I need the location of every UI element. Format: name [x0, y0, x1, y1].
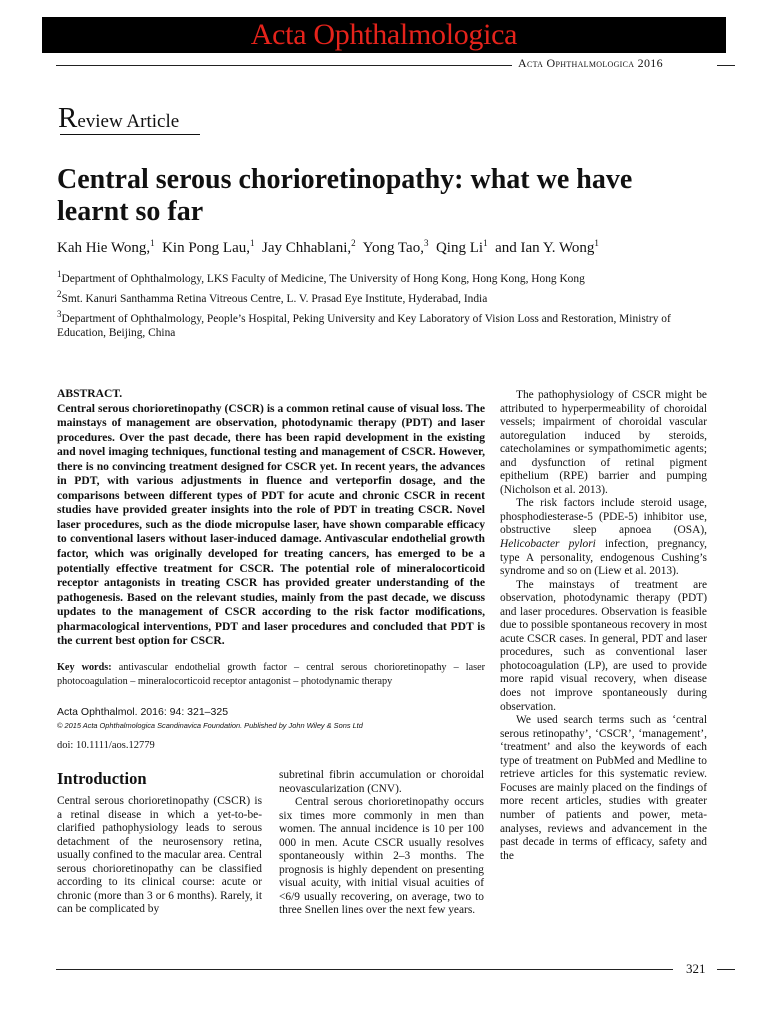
paragraph: Central serous chorioretinopathy (CSCR) is a retinal disease in which a yet-to-be-clarified pathophysiology leads to serous detachment of the neurosensory retina, usually confined to the macular area. Central serous chorioretinopathy can be classified according to its clinical course: acute or chronic (more than 3 or 6 months). Rarely, it can be complicated by [57, 795, 262, 916]
abstract [57, 387, 485, 649]
doi: doi: 10.1111/aos.12779 [57, 740, 155, 751]
affiliation-text: Smt. Kanuri Santhamma Retina Vitreous Centre, L. V. Prasad Eye Institute, Hyderabad, India [61, 292, 488, 305]
affiliation [57, 267, 697, 287]
author: Qing Li [435, 240, 484, 256]
keywords-text: antivascular endothelial growth factor – central serous chorioretinopathy – laser photocoagulation – mineralocorticoid receptor antagonist – photodynamic therapy [57, 662, 485, 687]
copyright-notice: © 2015 Acta Ophthalmologica Scandinavica Foundation. Published by John Wiley & Sons Ltd [57, 721, 363, 730]
paragraph: We used search terms such as ‘central serous retinopathy’, ‘CSCR’, ‘management’, ‘treatment’ and also the keywords of each type of treatment on PubMed and Medline to retrieve articles for this systematic review. Focuses are mainly placed on the findings of more recent articles, studies with greater number of patients and power, meta-analyses, reviews and advancement in the past decade in terms of efficacy, safety and the [500, 714, 707, 862]
affiliation [57, 287, 697, 307]
affiliation-number: 3 [57, 308, 62, 319]
article-type-label [58, 102, 179, 135]
footer-rule [56, 969, 673, 970]
text-run: The risk factors include steroid usage, phosphodiesterase-5 (PDE-5) inhibitor use, obstructive sleep apnoea (OSA), [500, 497, 707, 537]
running-head-journal: Acta Ophthalmologica [518, 56, 635, 70]
author: and Ian Y. Wong [495, 240, 595, 256]
abstract-text: Central serous chorioretinopathy (CSCR) is a common retinal cause of visual loss. The mainstays of management are observation, photodynamic therapy (PDT) and laser procedures. Over the past decade, there has been rapid development in the existing and novel imaging techniques, functional testing and management of CSCR. However, there is no convincing treatment designed for CSCR yet. In recent years, the advances in PDT, with various adjustments in fluence and verteporfin dosage, and the comparisons between different types of PDT for acute and chronic CSCR in recent studies have provided greater insights into the role of PDT in treating CSCR. Novel laser procedures, such as the diode micropulse laser, have shown comparable efficacy to conventional lasers without laser-induced damage. Antivascular endothelial growth factor, which was originally developed for treating cancers, has emerged to be a potentially effective treatment for CSCR. The potential role of mineralocorticoid receptor antagonists in treating CSCR has provided greater understanding of the pathogenesis. Based on the relevant studies, mainly from the past decade, we discuss updates to the management of CSCR according to the risk factor modifications, pharmacological interventions, PDT and laser procedures and concluded that PDT is the current best option for CSCR. [57, 401, 485, 648]
article-type-rest: eview Article [77, 111, 180, 132]
article-type-initial: R [58, 102, 78, 134]
italic-term: Helicobacter pylori [500, 538, 596, 551]
author-affiliation-marker: 1 [483, 238, 488, 248]
author-affiliation-marker: 1 [150, 238, 155, 248]
citation-reference: Acta Ophthalmol. 2016: 94: 321–325 [57, 706, 229, 718]
affiliation-text: Department of Ophthalmology, LKS Faculty of Medicine, The University of Hong Kong, Hong Kong, Hong Kong [61, 272, 585, 285]
author: Kin Pong Lau, [162, 240, 251, 256]
keywords-label: Key words: [57, 662, 112, 673]
journal-name: Acta Ophthalmologica [250, 18, 518, 51]
text-run: infection, pregnancy, type A personality, endogenous Cushing’s syndrome and so on (Liew et al. 2013). [500, 538, 707, 578]
running-head-rule [56, 65, 512, 66]
article-title: Central serous chorioretinopathy: what we have learnt so far [57, 164, 633, 227]
paragraph: The pathophysiology of CSCR might be attributed to hyperpermeability of choroidal vessels; impairment of choroidal vascular autoregulation induced by steroids, catecholamines or sympathomimetic agents; and dysfunction of retinal pigment epithelium (RPE) barrier and pumping (Nicholson et al. 2013). [500, 389, 707, 496]
paragraph: The mainstays of treatment are observation, photodynamic therapy (PDT) and laser procedures. Observation is feasible due to possible spontaneous recovery in most acute CSCR cases. In general, PDT and laser procedures, such as conventional laser photocoagulation (LP), are used to provide more rapid visual recovery, when disease does not improve spontaneously during observation. [500, 578, 707, 713]
author-affiliation-marker: 2 [351, 238, 356, 248]
abstract-label: ABSTRACT. [57, 387, 123, 400]
introduction-heading: Introduction [57, 769, 147, 788]
author-affiliation-marker: 1 [594, 238, 599, 248]
citation-block [57, 705, 485, 733]
author: Kah Hie Wong, [57, 240, 151, 256]
paragraph [500, 497, 707, 578]
author-list [57, 238, 717, 257]
author: Yong Tao, [362, 240, 424, 256]
author: Jay Chhablani, [262, 240, 352, 256]
running-head [518, 56, 713, 71]
affiliation [57, 307, 697, 342]
journal-masthead [42, 17, 726, 53]
affiliation-number: 2 [57, 288, 62, 299]
author-affiliation-marker: 1 [250, 238, 255, 248]
page-number: 321 [686, 961, 706, 976]
body-column-1 [57, 795, 262, 917]
running-head-rule-end [717, 65, 735, 66]
paragraph: Central serous chorioretinopathy occurs six times more commonly in men than women. The annual incidence is 10 per 100 000 in men. Acute CSCR usually resolves spontaneously within 2–3 months. The prognosis is highly dependent on presenting visual acuity, with initial visual acuities of <6/9 usually recovering, on average, two to three Snellen lines over the next few years. [279, 796, 484, 917]
affiliation-number: 1 [57, 269, 62, 279]
body-column-2 [279, 769, 484, 918]
affiliations [57, 267, 697, 341]
paragraph: subretinal fibrin accumulation or choroidal neovascularization (CNV). [279, 769, 484, 795]
article-type-underline [60, 134, 200, 135]
author-affiliation-marker: 3 [423, 238, 429, 248]
running-head-year: 2016 [637, 56, 663, 70]
footer-rule-end [717, 969, 735, 970]
body-column-3 [500, 389, 707, 863]
keywords [57, 661, 485, 689]
affiliation-text: Department of Ophthalmology, People’s Hospital, Peking University and Key Laboratory of Vision Loss and Restoration, Ministry of Education, Beijing, China [57, 312, 671, 340]
